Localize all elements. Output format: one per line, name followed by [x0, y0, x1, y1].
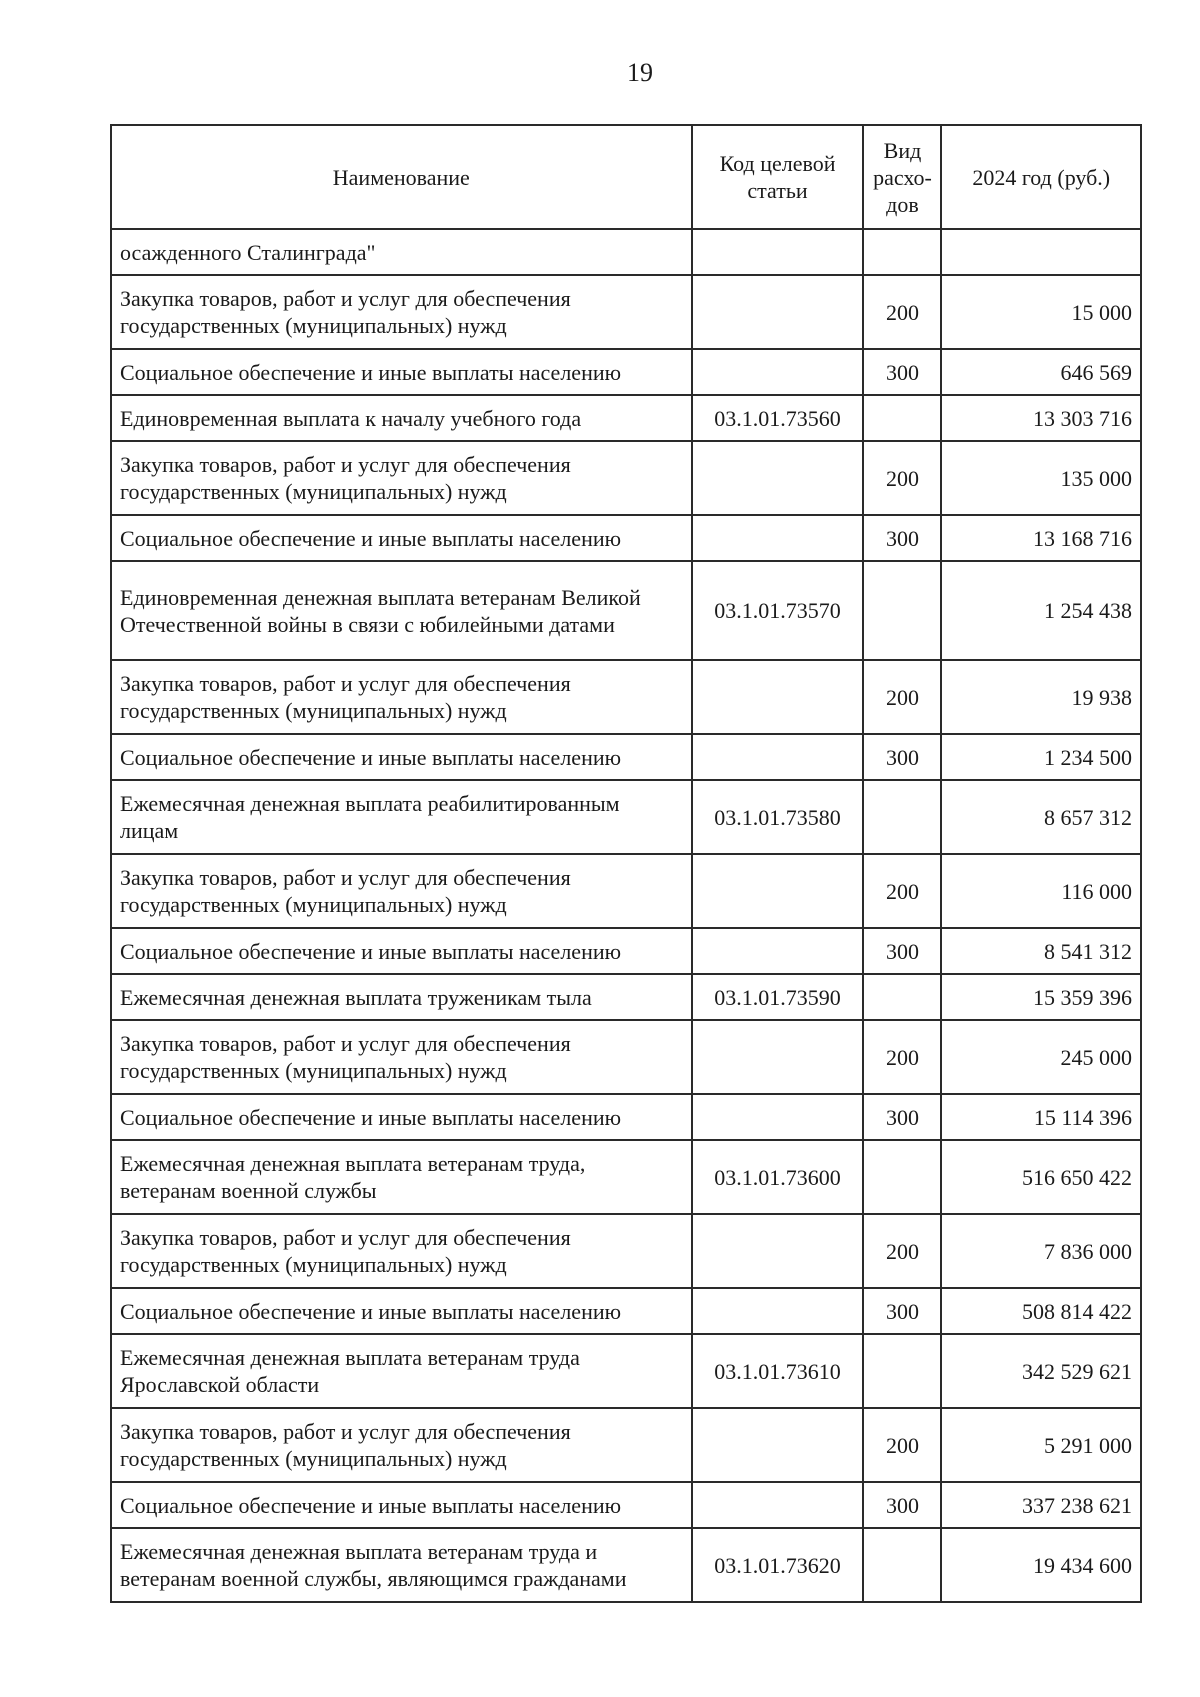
row-name: Социальное обеспечение и иные выплаты населению — [111, 1482, 692, 1528]
row-kind: 200 — [863, 660, 941, 734]
table-row — [111, 349, 1141, 395]
row-kind — [863, 974, 941, 1020]
row-code: 03.1.01.73580 — [692, 780, 864, 854]
row-amount: 8 657 312 — [941, 780, 1141, 854]
row-amount: 8 541 312 — [941, 928, 1141, 974]
table-row — [111, 928, 1141, 974]
row-kind: 200 — [863, 1408, 941, 1482]
row-kind: 200 — [863, 854, 941, 928]
row-amount: 1 254 438 — [941, 561, 1141, 660]
row-code — [692, 515, 864, 561]
row-name: Закупка товаров, работ и услуг для обеспечения государственных (муниципальных) нужд — [111, 854, 692, 928]
row-code — [692, 1214, 864, 1288]
row-name: Единовременная выплата к началу учебного года — [111, 395, 692, 441]
table-header-row — [111, 125, 1141, 229]
row-name: Социальное обеспечение и иные выплаты населению — [111, 1288, 692, 1334]
row-amount: 13 303 716 — [941, 395, 1141, 441]
row-amount: 19 434 600 — [941, 1528, 1141, 1602]
row-code: 03.1.01.73610 — [692, 1334, 864, 1408]
table-row — [111, 1482, 1141, 1528]
row-name: Социальное обеспечение и иные выплаты населению — [111, 515, 692, 561]
row-code — [692, 349, 864, 395]
table-row — [111, 1334, 1141, 1408]
row-kind — [863, 1140, 941, 1214]
row-code: 03.1.01.73620 — [692, 1528, 864, 1602]
row-amount: 15 114 396 — [941, 1094, 1141, 1140]
header-code: Код целевой статьи — [692, 125, 864, 229]
budget-table — [110, 124, 1142, 1603]
table-row — [111, 1020, 1141, 1094]
row-name: Закупка товаров, работ и услуг для обеспечения государственных (муниципальных) нужд — [111, 441, 692, 515]
row-code — [692, 854, 864, 928]
header-kind: Вид расхо-дов — [863, 125, 941, 229]
row-name: Ежемесячная денежная выплата ветеранам труда, ветеранам военной службы — [111, 1140, 692, 1214]
row-code — [692, 660, 864, 734]
table-row — [111, 1408, 1141, 1482]
row-code: 03.1.01.73560 — [692, 395, 864, 441]
row-name: Социальное обеспечение и иные выплаты населению — [111, 734, 692, 780]
row-code: 03.1.01.73600 — [692, 1140, 864, 1214]
row-amount: 646 569 — [941, 349, 1141, 395]
row-kind: 300 — [863, 734, 941, 780]
row-kind — [863, 1334, 941, 1408]
row-name: Ежемесячная денежная выплата ветеранам труда Ярославской области — [111, 1334, 692, 1408]
row-code: 03.1.01.73570 — [692, 561, 864, 660]
row-kind — [863, 561, 941, 660]
row-kind: 200 — [863, 1020, 941, 1094]
row-name: Закупка товаров, работ и услуг для обеспечения государственных (муниципальных) нужд — [111, 1214, 692, 1288]
row-kind — [863, 395, 941, 441]
row-kind: 200 — [863, 441, 941, 515]
row-amount: 342 529 621 — [941, 1334, 1141, 1408]
table-row — [111, 515, 1141, 561]
row-kind: 300 — [863, 1482, 941, 1528]
table-row — [111, 660, 1141, 734]
row-amount: 13 168 716 — [941, 515, 1141, 561]
row-code — [692, 1288, 864, 1334]
row-code — [692, 1408, 864, 1482]
row-amount: 245 000 — [941, 1020, 1141, 1094]
row-amount: 15 000 — [941, 275, 1141, 349]
table-row — [111, 854, 1141, 928]
row-name: Закупка товаров, работ и услуг для обеспечения государственных (муниципальных) нужд — [111, 1408, 692, 1482]
row-amount: 508 814 422 — [941, 1288, 1141, 1334]
row-amount: 15 359 396 — [941, 974, 1141, 1020]
table-row — [111, 275, 1141, 349]
row-code — [692, 1482, 864, 1528]
row-amount: 135 000 — [941, 441, 1141, 515]
table-row — [111, 1528, 1141, 1602]
row-code — [692, 229, 864, 275]
row-kind — [863, 1528, 941, 1602]
table-row — [111, 1288, 1141, 1334]
row-name: осажденного Сталинграда" — [111, 229, 692, 275]
row-kind: 300 — [863, 1094, 941, 1140]
row-amount: 19 938 — [941, 660, 1141, 734]
row-kind: 300 — [863, 515, 941, 561]
row-code — [692, 734, 864, 780]
table-row — [111, 561, 1141, 660]
table-row — [111, 1214, 1141, 1288]
page-number: 19 — [627, 58, 653, 87]
row-name: Ежемесячная денежная выплата реабилитированным лицам — [111, 780, 692, 854]
row-amount: 1 234 500 — [941, 734, 1141, 780]
row-name: Ежемесячная денежная выплата ветеранам труда и ветеранам военной службы, являющимся гражданами — [111, 1528, 692, 1602]
row-name: Социальное обеспечение и иные выплаты населению — [111, 1094, 692, 1140]
table-row — [111, 1140, 1141, 1214]
row-amount — [941, 229, 1141, 275]
row-amount: 516 650 422 — [941, 1140, 1141, 1214]
row-kind: 300 — [863, 1288, 941, 1334]
row-code — [692, 928, 864, 974]
row-code — [692, 441, 864, 515]
table-row — [111, 229, 1141, 275]
row-amount: 337 238 621 — [941, 1482, 1141, 1528]
row-code — [692, 1020, 864, 1094]
table-row — [111, 734, 1141, 780]
row-name: Закупка товаров, работ и услуг для обеспечения государственных (муниципальных) нужд — [111, 1020, 692, 1094]
row-kind — [863, 229, 941, 275]
row-kind: 300 — [863, 928, 941, 974]
table-row — [111, 1094, 1141, 1140]
row-amount: 5 291 000 — [941, 1408, 1141, 1482]
row-kind: 200 — [863, 275, 941, 349]
row-name: Ежемесячная денежная выплата труженикам тыла — [111, 974, 692, 1020]
row-amount: 116 000 — [941, 854, 1141, 928]
row-name: Закупка товаров, работ и услуг для обеспечения государственных (муниципальных) нужд — [111, 660, 692, 734]
table-row — [111, 395, 1141, 441]
table-row — [111, 780, 1141, 854]
table-row — [111, 441, 1141, 515]
header-name: Наименование — [111, 125, 692, 229]
row-code — [692, 275, 864, 349]
row-code — [692, 1094, 864, 1140]
row-kind: 200 — [863, 1214, 941, 1288]
header-amount: 2024 год (руб.) — [941, 125, 1141, 229]
row-kind — [863, 780, 941, 854]
row-name: Социальное обеспечение и иные выплаты населению — [111, 928, 692, 974]
row-kind: 300 — [863, 349, 941, 395]
row-amount: 7 836 000 — [941, 1214, 1141, 1288]
row-name: Социальное обеспечение и иные выплаты населению — [111, 349, 692, 395]
row-code: 03.1.01.73590 — [692, 974, 864, 1020]
table-row — [111, 974, 1141, 1020]
row-name: Единовременная денежная выплата ветеранам Великой Отечественной войны в связи с юбилейными датами — [111, 561, 692, 660]
row-name: Закупка товаров, работ и услуг для обеспечения государственных (муниципальных) нужд — [111, 275, 692, 349]
